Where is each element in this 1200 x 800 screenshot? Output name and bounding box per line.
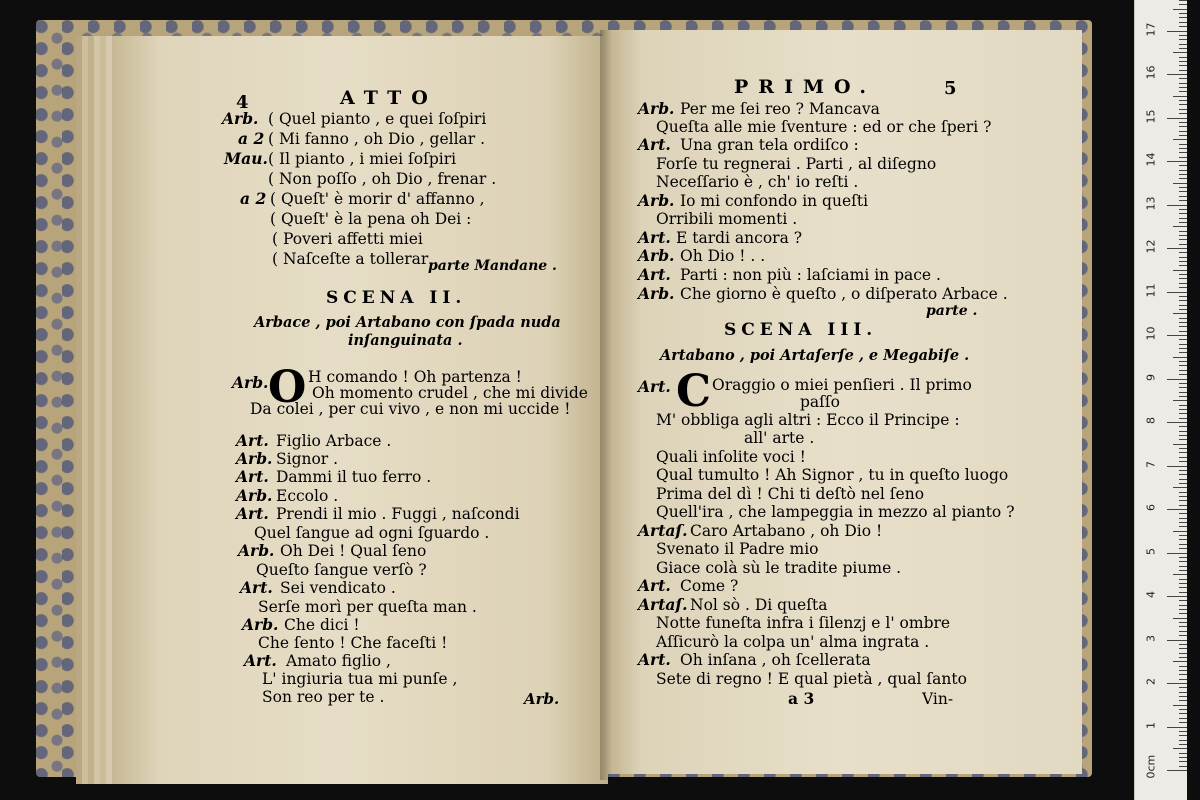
ruler-tick bbox=[1179, 165, 1187, 166]
ruler-number: 11 bbox=[1144, 283, 1158, 297]
speaker-label: Arb. bbox=[638, 99, 675, 118]
catchword-left: Arb. bbox=[524, 690, 560, 708]
speaker-label: Art. bbox=[638, 576, 671, 595]
ruler-tick bbox=[1179, 39, 1187, 40]
ruler-tick bbox=[1167, 466, 1187, 467]
ruler-tick bbox=[1167, 683, 1187, 684]
ruler-tick bbox=[1179, 78, 1187, 79]
ruler-number: 16 bbox=[1144, 65, 1158, 80]
ruler-tick bbox=[1179, 522, 1187, 523]
ruler-tick bbox=[1179, 687, 1187, 688]
verse-line: ( Naſceſte a tollerar . bbox=[272, 250, 439, 268]
ruler-tick bbox=[1179, 374, 1187, 375]
ruler-tick bbox=[1179, 470, 1187, 471]
speaker-label: Art. bbox=[236, 467, 269, 486]
ruler-tick bbox=[1179, 387, 1187, 388]
ruler-tick bbox=[1167, 596, 1187, 597]
ruler-tick bbox=[1179, 83, 1187, 84]
ruler-tick bbox=[1179, 331, 1187, 332]
speaker-label: Art. bbox=[638, 265, 671, 284]
second-line-left: Oh momento crudel , che mi divide bbox=[312, 384, 588, 402]
ruler-tick bbox=[1167, 553, 1187, 554]
stage-direction-exit: parte Mandane . bbox=[428, 258, 557, 274]
ruler-number: 8 bbox=[1144, 417, 1158, 424]
ruler-tick bbox=[1179, 0, 1187, 1]
ruler-tick bbox=[1179, 152, 1187, 153]
ruler-tick bbox=[1179, 57, 1187, 58]
verse-line: Queſta alle mie ſventure : ed or che ſperi ? bbox=[656, 118, 992, 136]
verse-line: Quell'ira , che lampeggia in mezzo al pianto ? bbox=[656, 503, 1015, 521]
ruler-tick bbox=[1179, 222, 1187, 223]
ruler-tick bbox=[1179, 218, 1187, 219]
ruler-tick bbox=[1179, 109, 1187, 110]
ruler-tick bbox=[1173, 748, 1187, 749]
ruler-tick bbox=[1179, 535, 1187, 536]
speaker-label: a 2 bbox=[238, 129, 265, 148]
ruler-tick bbox=[1179, 113, 1187, 114]
ruler-tick bbox=[1179, 740, 1187, 741]
ruler-tick bbox=[1179, 757, 1187, 758]
ruler-tick bbox=[1179, 244, 1187, 245]
page-number-right: 5 bbox=[944, 78, 957, 99]
ruler-tick bbox=[1179, 196, 1187, 197]
ruler-tick bbox=[1179, 44, 1187, 45]
scene-title-left: SCENA II. bbox=[326, 288, 467, 308]
ruler-number: 10 bbox=[1144, 326, 1158, 341]
ruler-tick bbox=[1167, 74, 1187, 75]
verse-line: Oh Dio ! . . bbox=[680, 247, 766, 265]
ruler-tick bbox=[1179, 670, 1187, 671]
verse-line: Svenato il Padre mio bbox=[656, 540, 819, 558]
ruler-tick bbox=[1173, 226, 1187, 227]
ruler-tick bbox=[1179, 579, 1187, 580]
ruler-number: 0cm bbox=[1144, 754, 1158, 779]
ruler-tick bbox=[1179, 735, 1187, 736]
ruler-tick bbox=[1179, 209, 1187, 210]
speaker-label: Art. bbox=[236, 431, 269, 450]
ruler-tick bbox=[1179, 539, 1187, 540]
verse-line: Son reo per te . bbox=[262, 688, 385, 706]
verse-line: ( Il pianto , i miei ſoſpiri bbox=[268, 150, 457, 168]
ruler-tick bbox=[1167, 205, 1187, 206]
verse-line: Neceſſario è , ch' io reſti . bbox=[656, 173, 859, 191]
speaker-label: Art. bbox=[638, 650, 671, 669]
ruler-tick bbox=[1179, 409, 1187, 410]
ruler-tick bbox=[1179, 239, 1187, 240]
ruler-tick bbox=[1179, 361, 1187, 362]
ruler-tick bbox=[1179, 457, 1187, 458]
ruler-tick bbox=[1179, 653, 1187, 654]
verse-line: Giace colà sù le tradite piume . bbox=[656, 559, 902, 577]
ruler-tick bbox=[1173, 618, 1187, 619]
ruler-tick bbox=[1179, 100, 1187, 101]
speaker-label: Arb. bbox=[238, 541, 275, 560]
ruler-tick bbox=[1179, 300, 1187, 301]
ruler-tick bbox=[1179, 91, 1187, 92]
drop-cap-left: O bbox=[268, 362, 307, 413]
verse-line: ( Queſt' è la pena oh Dei : bbox=[270, 210, 472, 228]
ruler-tick bbox=[1167, 292, 1187, 293]
ruler-tick bbox=[1173, 183, 1187, 184]
ruler-tick bbox=[1179, 570, 1187, 571]
verse-line: Orribili momenti . bbox=[656, 210, 798, 228]
ruler-tick bbox=[1179, 500, 1187, 501]
verse-line: Quali inſolite voci ! bbox=[656, 448, 806, 466]
verse-line: Notte funeſta infra i ſilenzj e l' ombre bbox=[656, 614, 951, 632]
ruler-tick bbox=[1179, 296, 1187, 297]
verse-line: Sete di regno ! E qual pietà , qual ſanto bbox=[656, 670, 967, 688]
verse-line: Aſſicurò la colpa un' alma ingrata . bbox=[656, 633, 930, 651]
ruler-tick bbox=[1179, 365, 1187, 366]
ruler-number: 6 bbox=[1144, 504, 1158, 511]
ruler-tick bbox=[1173, 400, 1187, 401]
first-line-right: Oraggio o miei penſieri . Il primo bbox=[712, 376, 972, 394]
ruler-tick bbox=[1179, 626, 1187, 627]
ruler-tick bbox=[1179, 709, 1187, 710]
verse-line: Nol sò . Di queſta bbox=[690, 596, 828, 614]
ruler-tick bbox=[1179, 305, 1187, 306]
ruler-tick bbox=[1179, 548, 1187, 549]
verse-line: Caro Artabano , oh Dio ! bbox=[690, 522, 883, 540]
verse-line: Che giorno è queſto , o diſperato Arbace . bbox=[680, 285, 1008, 303]
speaker-label: Arb. bbox=[236, 486, 273, 505]
page-number-left: 4 bbox=[236, 92, 249, 113]
verse-line: ( Non poſſo , oh Dio , frenar . bbox=[268, 170, 497, 188]
ruler-number: 2 bbox=[1144, 678, 1158, 685]
ruler-tick bbox=[1173, 270, 1187, 271]
ruler-tick bbox=[1179, 392, 1187, 393]
ruler-tick bbox=[1179, 191, 1187, 192]
ruler-tick bbox=[1179, 461, 1187, 462]
speaker-label: Arb. bbox=[222, 109, 259, 128]
ruler-tick bbox=[1167, 727, 1187, 728]
ruler-tick bbox=[1179, 122, 1187, 123]
ruler-tick bbox=[1179, 418, 1187, 419]
verse-line: E tardi ancora ? bbox=[676, 229, 803, 247]
ruler-tick bbox=[1179, 479, 1187, 480]
speaker-label: Art. bbox=[236, 504, 269, 523]
verse-line: Queſto ſangue verſò ? bbox=[256, 561, 427, 579]
ruler-tick bbox=[1179, 35, 1187, 36]
speaker-first-left: Arb. bbox=[232, 373, 269, 392]
ruler-tick bbox=[1179, 174, 1187, 175]
ruler-tick bbox=[1179, 635, 1187, 636]
ruler-tick bbox=[1167, 248, 1187, 249]
ruler-tick bbox=[1179, 744, 1187, 745]
verse-line: Amato figlio , bbox=[286, 652, 391, 670]
verse-line: Oh Dei ! Qual ſeno bbox=[280, 542, 427, 560]
ruler-tick bbox=[1179, 287, 1187, 288]
ruler-tick bbox=[1173, 574, 1187, 575]
ruler-tick bbox=[1179, 526, 1187, 527]
verse-line: Figlio Arbace . bbox=[276, 432, 392, 450]
ruler-tick bbox=[1167, 422, 1187, 423]
speaker-label: Art. bbox=[638, 135, 671, 154]
ruler-tick bbox=[1179, 426, 1187, 427]
ruler-tick bbox=[1179, 474, 1187, 475]
ruler-tick bbox=[1179, 583, 1187, 584]
ruler-tick bbox=[1179, 700, 1187, 701]
ruler-tick bbox=[1179, 600, 1187, 601]
measuring-ruler bbox=[1134, 0, 1187, 800]
third-line-right: M' obbliga agli altri : Ecco il Principe : bbox=[656, 411, 960, 429]
ruler-tick bbox=[1179, 348, 1187, 349]
ruler-tick bbox=[1179, 70, 1187, 71]
scene-title-right: SCENA III. bbox=[724, 320, 878, 340]
ruler-tick bbox=[1179, 761, 1187, 762]
speaker-first-right: Art. bbox=[638, 377, 671, 396]
verse-line: Signor . bbox=[276, 450, 339, 468]
ruler-tick bbox=[1179, 22, 1187, 23]
ruler-tick bbox=[1179, 326, 1187, 327]
fourth-line-right: all' arte . bbox=[744, 429, 815, 447]
ruler-tick bbox=[1179, 352, 1187, 353]
ruler-tick bbox=[1167, 335, 1187, 336]
ruler-tick bbox=[1179, 483, 1187, 484]
verse-line: Sei vendicato . bbox=[280, 579, 396, 597]
ruler-tick bbox=[1179, 587, 1187, 588]
speaker-label: Mau. bbox=[224, 149, 268, 168]
ruler-tick bbox=[1179, 452, 1187, 453]
ruler-tick bbox=[1167, 118, 1187, 119]
verse-line: ( Mi fanno , oh Dio , gellar . bbox=[268, 130, 486, 148]
ruler-tick bbox=[1173, 705, 1187, 706]
verse-line: Eccolo . bbox=[276, 487, 339, 505]
ruler-tick bbox=[1179, 104, 1187, 105]
ruler-tick bbox=[1173, 96, 1187, 97]
speaker-label: Arb. bbox=[638, 284, 675, 303]
speaker-label: Arb. bbox=[638, 191, 675, 210]
verse-line: Per me ſei reo ? Mancava bbox=[680, 100, 880, 118]
stage-direction-scene-2-line-1: Arbace , poi Artabano con ſpada nuda bbox=[254, 314, 561, 331]
ruler-tick bbox=[1179, 692, 1187, 693]
ruler-tick bbox=[1179, 592, 1187, 593]
ruler-tick bbox=[1179, 265, 1187, 266]
ruler-tick bbox=[1179, 622, 1187, 623]
catchword-right: Vin- bbox=[922, 690, 954, 708]
speaker-label: Arb. bbox=[236, 449, 273, 468]
stage-direction-exit-right: parte . bbox=[926, 303, 978, 319]
ruler-tick bbox=[1179, 157, 1187, 158]
ruler-tick bbox=[1179, 278, 1187, 279]
ruler-tick bbox=[1179, 513, 1187, 514]
ruler-tick bbox=[1179, 48, 1187, 49]
ruler-tick bbox=[1167, 379, 1187, 380]
ruler-tick bbox=[1179, 679, 1187, 680]
ruler-tick bbox=[1179, 148, 1187, 149]
ruler-tick bbox=[1179, 339, 1187, 340]
running-head-left: ATTO bbox=[340, 87, 438, 109]
ruler-tick bbox=[1179, 144, 1187, 145]
ruler-tick bbox=[1173, 139, 1187, 140]
ruler-tick bbox=[1179, 178, 1187, 179]
ruler-tick bbox=[1179, 135, 1187, 136]
ruler-tick bbox=[1179, 566, 1187, 567]
ruler-number: 7 bbox=[1144, 460, 1158, 468]
ruler-tick bbox=[1179, 713, 1187, 714]
ruler-tick bbox=[1179, 370, 1187, 371]
verse-line: Prendi il mio . Fuggi , naſcondi bbox=[276, 505, 520, 523]
ruler-tick bbox=[1173, 357, 1187, 358]
ruler-number: 4 bbox=[1144, 591, 1158, 598]
verse-line: Prima del dì ! Chi ti deſtò nel ſeno bbox=[656, 485, 925, 503]
ruler-tick bbox=[1179, 674, 1187, 675]
ruler-tick bbox=[1179, 13, 1187, 14]
stage-direction-scene-3: Artabano , poi Artaſerſe , e Megabiſe . bbox=[660, 347, 970, 364]
running-head-right: PRIMO. bbox=[734, 76, 877, 98]
ruler-tick bbox=[1179, 648, 1187, 649]
first-line-left: H comando ! Oh partenza ! bbox=[308, 368, 522, 386]
ruler-number: 3 bbox=[1144, 634, 1158, 642]
ruler-tick bbox=[1179, 383, 1187, 384]
ruler-tick bbox=[1179, 492, 1187, 493]
ruler-tick bbox=[1173, 531, 1187, 532]
ruler-tick bbox=[1179, 766, 1187, 767]
stage-direction-scene-2-line-2: inſanguinata . bbox=[348, 332, 463, 349]
ruler-tick bbox=[1173, 444, 1187, 445]
ruler-tick bbox=[1179, 696, 1187, 697]
ruler-tick bbox=[1173, 52, 1187, 53]
third-line-left: Da colei , per cui vivo , e non mi uccide ! bbox=[250, 400, 571, 418]
ruler-tick bbox=[1179, 261, 1187, 262]
ruler-tick bbox=[1173, 487, 1187, 488]
ruler-tick bbox=[1179, 87, 1187, 88]
verse-line: Oh inſana , oh ſcellerata bbox=[680, 651, 871, 669]
ruler-tick bbox=[1179, 666, 1187, 667]
verse-line: Qual tumulto ! Ah Signor , tu in queſto luogo bbox=[656, 466, 1009, 484]
ruler-tick bbox=[1179, 448, 1187, 449]
drop-cap-right: C bbox=[676, 366, 712, 417]
ruler-tick bbox=[1179, 126, 1187, 127]
ruler-tick bbox=[1167, 31, 1187, 32]
speaker-label: Art. bbox=[638, 228, 671, 247]
ruler-tick bbox=[1167, 161, 1187, 162]
ruler-tick bbox=[1179, 322, 1187, 323]
speaker-label: Artaſ. bbox=[638, 521, 688, 540]
ruler-tick bbox=[1179, 605, 1187, 606]
ruler-tick bbox=[1179, 631, 1187, 632]
verse-line: Parti : non più : laſciami in pace . bbox=[680, 266, 941, 284]
speaker-label: Arb. bbox=[242, 615, 279, 634]
ruler-tick bbox=[1167, 640, 1187, 641]
verse-line: ( Queſt' è morir d' affanno , bbox=[270, 190, 485, 208]
ruler-tick bbox=[1179, 544, 1187, 545]
ruler-tick bbox=[1179, 318, 1187, 319]
ruler-tick bbox=[1179, 496, 1187, 497]
ruler-tick bbox=[1179, 439, 1187, 440]
verse-line: L' ingiuria tua mi punſe , bbox=[262, 670, 458, 688]
speaker-label: Arb. bbox=[638, 246, 675, 265]
ruler-tick bbox=[1179, 65, 1187, 66]
ruler-tick bbox=[1179, 405, 1187, 406]
verse-line: Una gran tela ordiſco : bbox=[680, 136, 859, 154]
speaker-label: Artaſ. bbox=[638, 595, 688, 614]
verse-line: Forſe tu regnerai . Parti , al diſegno bbox=[656, 155, 937, 173]
verse-line: ( Quel pianto , e quei ſoſpiri bbox=[268, 110, 487, 128]
speaker-label: Art. bbox=[240, 578, 273, 597]
ruler-tick bbox=[1179, 170, 1187, 171]
ruler-number: 17 bbox=[1144, 22, 1158, 36]
verse-line: ( Poveri affetti miei bbox=[272, 230, 423, 248]
ruler-tick bbox=[1179, 252, 1187, 253]
ruler-tick bbox=[1179, 231, 1187, 232]
ruler-tick bbox=[1179, 344, 1187, 345]
ruler-tick bbox=[1173, 9, 1187, 10]
verse-line: Come ? bbox=[680, 577, 739, 595]
verse-line: Serſe morì per queſta man . bbox=[258, 598, 477, 616]
ruler-tick bbox=[1179, 61, 1187, 62]
verse-line: Quel ſangue ad ogni ſguardo . bbox=[254, 524, 490, 542]
ruler-tick bbox=[1179, 200, 1187, 201]
ruler-number: 9 bbox=[1144, 373, 1158, 381]
ruler-tick bbox=[1179, 131, 1187, 132]
ruler-tick bbox=[1179, 309, 1187, 310]
ruler-tick bbox=[1173, 313, 1187, 314]
ruler-tick bbox=[1179, 257, 1187, 258]
ruler-tick bbox=[1173, 661, 1187, 662]
verse-line: Dammi il tuo ferro . bbox=[276, 468, 432, 486]
ruler-tick bbox=[1179, 26, 1187, 27]
speaker-label: Art. bbox=[244, 651, 277, 670]
ruler-tick bbox=[1167, 509, 1187, 510]
ruler-tick bbox=[1179, 396, 1187, 397]
ruler-number: 15 bbox=[1144, 109, 1158, 123]
ruler-tick bbox=[1179, 731, 1187, 732]
ruler-tick bbox=[1167, 770, 1187, 771]
book-gutter bbox=[600, 30, 612, 780]
ruler-tick bbox=[1179, 235, 1187, 236]
verse-line: Che dici ! bbox=[284, 616, 360, 634]
ruler-tick bbox=[1179, 657, 1187, 658]
ruler-tick bbox=[1179, 613, 1187, 614]
ruler-number: 14 bbox=[1144, 152, 1158, 167]
ruler-tick bbox=[1179, 557, 1187, 558]
ruler-tick bbox=[1179, 413, 1187, 414]
ruler-number: 5 bbox=[1144, 547, 1158, 555]
ruler-tick bbox=[1179, 518, 1187, 519]
ruler-tick bbox=[1179, 644, 1187, 645]
ruler-tick bbox=[1179, 609, 1187, 610]
verse-line: Che ſento ! Che faceſti ! bbox=[258, 634, 448, 652]
ruler-tick bbox=[1179, 283, 1187, 284]
ruler-tick bbox=[1179, 274, 1187, 275]
ruler-number: 13 bbox=[1144, 196, 1158, 210]
ruler-tick bbox=[1179, 187, 1187, 188]
ruler-tick bbox=[1179, 718, 1187, 719]
verse-line: Io mi confondo in queſti bbox=[680, 192, 869, 210]
ruler-tick bbox=[1179, 213, 1187, 214]
signature-mark: a 3 bbox=[788, 689, 815, 708]
speaker-label: a 2 bbox=[240, 189, 267, 208]
ruler-tick bbox=[1179, 4, 1187, 5]
ruler-tick bbox=[1179, 435, 1187, 436]
ruler-tick bbox=[1179, 753, 1187, 754]
ruler-tick bbox=[1179, 722, 1187, 723]
ruler-tick bbox=[1179, 431, 1187, 432]
ruler-tick bbox=[1179, 505, 1187, 506]
ruler-tick bbox=[1179, 17, 1187, 18]
first-line-right-cont: paſſo bbox=[800, 393, 840, 411]
ruler-number: 12 bbox=[1144, 239, 1158, 254]
ruler-number: 1 bbox=[1144, 721, 1158, 729]
ruler-tick bbox=[1179, 561, 1187, 562]
